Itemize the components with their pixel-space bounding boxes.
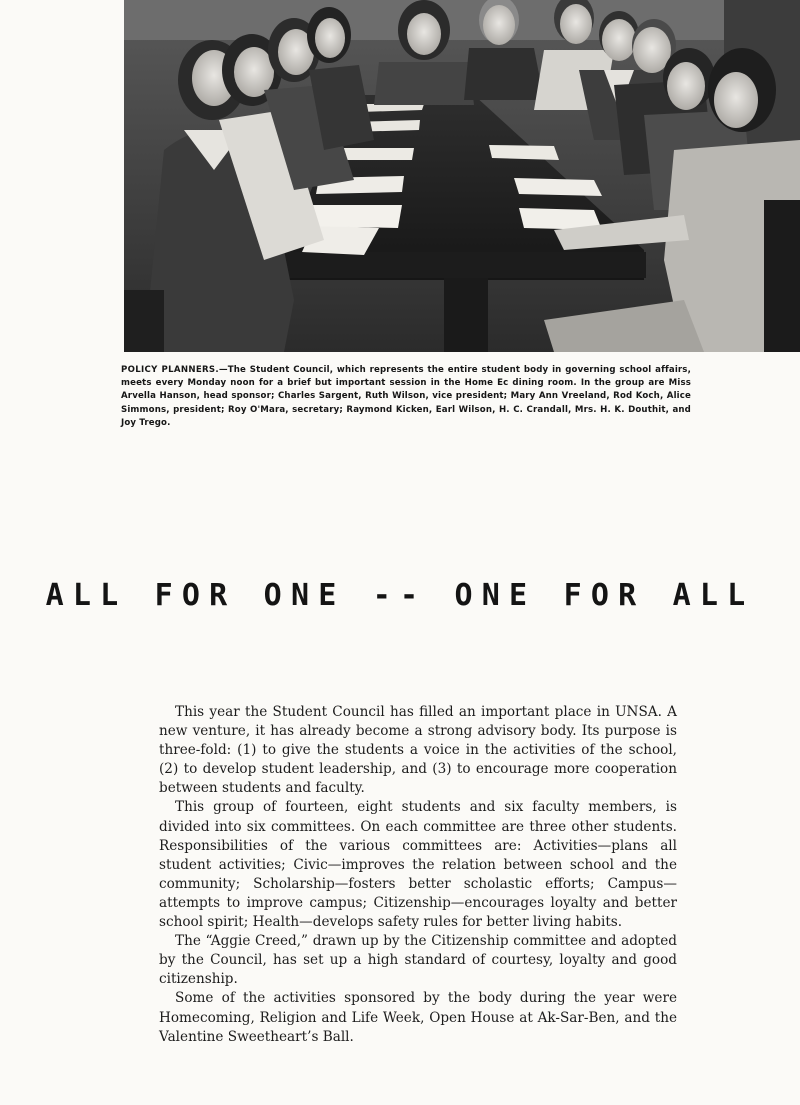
article-paragraph: Some of the activities sponsored by the body during the year were Homecoming, Religion and Life Week, Open House at Ak-Sar-Ben, and the Valentine Sweetheart’s Ball.: [159, 990, 677, 1045]
photo-caption: [121, 364, 691, 430]
article-paragraph: This year the Student Council has filled an important place in UNSA. A new venture, it has already become a strong advisory body. Its purpose is three-fold: (1) to give the students a voice in the activities of the school, (2) to develop student leadership, and (3) to encourage more cooperation between students and faculty.: [159, 704, 677, 797]
article-body: [159, 703, 677, 1047]
article-paragraph: This group of fourteen, eight students and six faculty members, is divided into six committees. On each committee are three other students. Responsibilities of the various committees are: Activities—plans all student activities; Civic—improves the relation between school and the community; Scholarship—fosters better scholastic efforts; Campus—attempts to improve campus; Citizenship—encourages loyalty and better school spirit; Health—develops safety rules for better living habits.: [159, 799, 677, 931]
meeting-photo-drawing: [124, 0, 800, 352]
caption-text: —The Student Council, which represents the entire student body in governing school affairs, meets every Monday noon for a brief but important session in the Home Ec dining room. In the group are Miss Arvella Hanson, head sponsor; Charles Sargent, Ruth Wilson, vice president; Mary Ann Vreeland, Rod Koch, Alice Simmons, president; Roy O'Mara, secretary; Raymond Kicken, Earl Wilson, H. C. Crandall, Mrs. H. K. Douthit, and Joy Trego.: [121, 365, 691, 428]
page-headline: ALL FOR ONE -- ONE FOR ALL: [45, 578, 755, 613]
article-paragraph: The “Aggie Creed,” drawn up by the Citizenship committee and adopted by the Council, has set up a high standard of courtesy, loyalty and good citizenship.: [159, 933, 677, 988]
caption-lead: POLICY PLANNERS.: [121, 365, 219, 375]
student-council-photo: [124, 0, 800, 352]
